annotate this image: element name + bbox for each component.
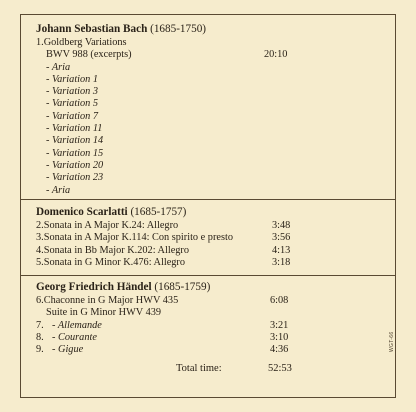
track-title: 4.Sonata in Bb Major K.202: Allegro xyxy=(36,244,190,256)
track-duration: 3:18 xyxy=(272,256,291,268)
movement-title: - Courante xyxy=(52,331,97,343)
scarlatti-section xyxy=(36,205,336,269)
track-title: 5.Sonata in G Minor K.476: Allegro xyxy=(36,256,186,268)
movement-title: - Variation 23 xyxy=(46,172,104,184)
track-row xyxy=(36,37,336,49)
movement-title: - Variation 20 xyxy=(46,159,104,171)
track-row xyxy=(36,232,336,244)
catalog-number: WGT-66 xyxy=(389,331,395,352)
composer-dates: (1685-1757) xyxy=(130,206,187,218)
movement-row xyxy=(36,172,336,184)
track-number: 7. xyxy=(36,319,44,331)
movement-title: - Allemande xyxy=(52,319,102,331)
bach-section xyxy=(36,22,336,197)
total-time-row xyxy=(0,362,416,376)
movement-row xyxy=(36,86,336,98)
track-row xyxy=(36,332,336,344)
composer-name: Johann Sebastian Bach xyxy=(36,23,148,35)
track-duration: 6:08 xyxy=(270,295,289,306)
track-duration: 4:36 xyxy=(270,344,289,356)
track-title: 1.Goldberg Variations xyxy=(36,37,127,48)
composer-heading-bach xyxy=(36,22,336,37)
movement-title: - Variation 15 xyxy=(46,147,104,159)
track-duration: 20:10 xyxy=(264,49,288,61)
composer-dates: (1685-1759) xyxy=(154,281,211,293)
track-title: 6.Chaconne in G Major HWV 435 xyxy=(36,295,179,306)
composer-heading-handel xyxy=(36,280,336,295)
track-title: 2.Sonata in A Major K.24: Allegro xyxy=(36,220,179,231)
track-row xyxy=(36,257,336,269)
total-time-label: Total time: xyxy=(176,363,222,374)
movement-row xyxy=(36,74,336,86)
movement-row xyxy=(36,62,336,74)
track-number: 9. xyxy=(36,344,44,356)
track-row xyxy=(36,220,336,232)
composer-dates: (1685-1750) xyxy=(150,23,207,35)
movement-row xyxy=(36,148,336,160)
movement-title: - Aria xyxy=(46,184,71,196)
track-number: 8. xyxy=(36,331,44,343)
composer-name: Domenico Scarlatti xyxy=(36,206,128,218)
movement-row xyxy=(36,123,336,135)
suite-title: Suite in G Minor HWV 439 xyxy=(46,307,162,319)
movement-row xyxy=(36,98,336,110)
movement-row xyxy=(36,135,336,147)
movement-row xyxy=(36,160,336,172)
movement-title: - Variation 7 xyxy=(46,110,99,122)
movement-title: - Variation 3 xyxy=(46,86,99,98)
section-divider xyxy=(20,199,396,200)
movement-title: - Variation 14 xyxy=(46,135,104,147)
movement-title: - Variation 1 xyxy=(46,73,99,85)
track-row xyxy=(36,320,336,332)
track-duration: 3:21 xyxy=(270,319,289,331)
track-row xyxy=(36,307,336,319)
track-row xyxy=(36,49,336,61)
composer-name: Georg Friedrich Händel xyxy=(36,281,152,293)
track-subtitle: BWV 988 (excerpts) xyxy=(46,49,132,61)
track-duration: 3:10 xyxy=(270,331,289,343)
composer-heading-scarlatti xyxy=(36,205,336,220)
movement-title: - Variation 5 xyxy=(46,98,99,110)
movement-title: - Gigue xyxy=(52,344,84,356)
track-duration: 4:13 xyxy=(272,244,291,256)
movement-row xyxy=(36,111,336,123)
track-row xyxy=(36,245,336,257)
track-row xyxy=(36,344,336,356)
section-divider xyxy=(20,275,396,276)
track-duration: 3:56 xyxy=(272,232,291,244)
movement-title: - Variation 11 xyxy=(46,123,103,135)
track-title: 3.Sonata in A Major K.114: Con spirito e presto xyxy=(36,232,233,244)
track-row xyxy=(36,295,336,307)
track-duration: 3:48 xyxy=(272,220,291,231)
handel-section xyxy=(36,280,336,356)
total-time-value: 52:53 xyxy=(268,363,292,374)
movement-row xyxy=(36,185,336,197)
movement-title: - Aria xyxy=(46,61,71,73)
